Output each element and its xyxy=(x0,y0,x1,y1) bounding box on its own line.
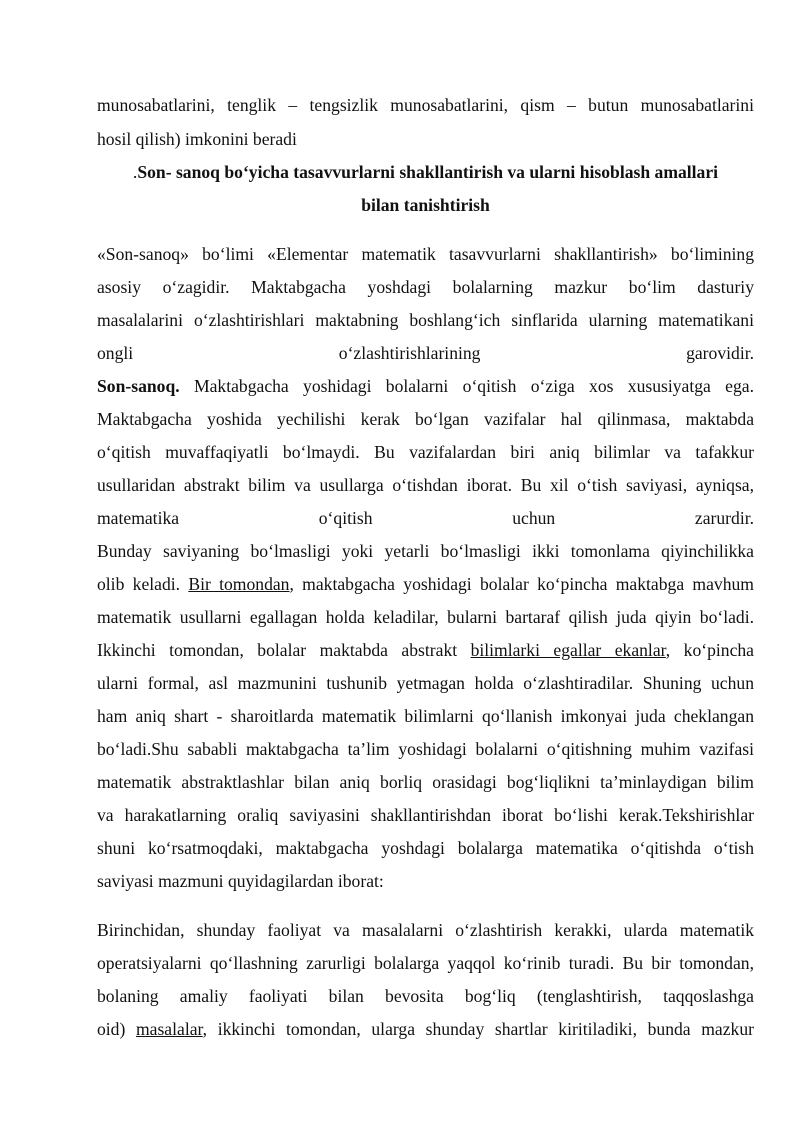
text-run: Maktabgacha yoshidagi bolalarni o‘qitish o‘ziga xos xususiyatga ega. xyxy=(179,376,754,396)
text-run: oid) xyxy=(97,1019,136,1039)
text-line xyxy=(97,131,754,149)
text-run: , ikkinchi tomondan, ularga shunday shartlar kiritiladiki, bunda mazkur xyxy=(202,1019,754,1039)
text-run: hosil qilish) imkonini beradi xyxy=(97,129,297,149)
text-run: matematika o‘qitish uchun zarurdir. xyxy=(97,508,754,528)
text-line xyxy=(97,477,754,495)
text-line xyxy=(97,510,754,528)
section-heading-line xyxy=(97,197,754,215)
text-line xyxy=(97,576,754,594)
text-run: shuni ko‘rsatmoqdaki, maktabgacha yoshdagi bolalarga matematika o‘qitishda o‘tish xyxy=(97,838,754,858)
text-line xyxy=(97,708,754,726)
underlined-run: masalalar xyxy=(135,1019,203,1039)
text-line xyxy=(97,411,754,429)
text-run: o‘qitish muvaffaqiyatli bo‘lmaydi. Bu vazifalardan biri aniq bilimlar va tafakkur xyxy=(97,442,754,462)
text-line xyxy=(97,988,754,1006)
text-line xyxy=(97,840,754,858)
text-line xyxy=(97,642,754,660)
text-line xyxy=(97,378,754,396)
text-line xyxy=(97,955,754,973)
text-run: munosabatlarini, tenglik – tengsizlik munosabatlarini, qism – butun munosabatlarini xyxy=(97,95,754,115)
heading-dot: . xyxy=(132,162,138,182)
text-run: olib keladi. xyxy=(97,574,189,594)
text-line xyxy=(97,609,754,627)
text-run: bo‘ladi.Shu sababli maktabgacha ta’lim yoshidagi bolalarni o‘qitishning muhim vazifasi xyxy=(97,739,754,759)
text-line xyxy=(97,543,754,561)
text-line xyxy=(97,345,754,363)
text-line xyxy=(97,741,754,759)
text-line xyxy=(97,675,754,693)
text-run: Maktabgacha yoshida yechilishi kerak bo‘lgan vazifalar hal qilinmasa, maktabda xyxy=(97,409,754,429)
text-run: ham aniq shart - sharoitlarda matematik bilimlarni qo‘llanish imkonyai juda cheklangan xyxy=(97,706,754,726)
section-heading-text: Son- sanoq bo‘yicha tasavvurlarni shakllantirish va ularni hisoblash amallari xyxy=(137,162,719,182)
text-run: saviyasi mazmuni quyidagilardan iborat: xyxy=(97,871,384,891)
underlined-run: Bir tomondan xyxy=(188,574,290,594)
text-run: Birinchidan, shunday faoliyat va masalalarni o‘zlashtirish kerakki, ularda matematik xyxy=(97,920,754,940)
text-run: , maktabgacha yoshidagi bolalar ko‘pincha maktabga mavhum xyxy=(289,574,754,594)
text-line xyxy=(97,774,754,792)
section-heading-text: bilan tanishtirish xyxy=(361,195,490,215)
text-line xyxy=(97,1021,754,1039)
text-run: masalalarini o‘zlashtirishlari maktabning boshlang‘ich sinflarida ularning matematikani xyxy=(97,310,754,330)
text-run: ularni formal, asl mazmunini tushunib yetmagan holda o‘zlashtiradilar. Shuning uchun xyxy=(97,673,754,693)
text-run: usullaridan abstrakt bilim va usullarga o‘tishdan iborat. Bu xil o‘tish saviyasi, ayniqsa, xyxy=(97,475,754,495)
text-run: «Son-sanoq» bo‘limi «Elementar matematik tasavvurlarni shakllantirish» bo‘limining xyxy=(97,244,754,264)
bold-run-son-sanoq: Son-sanoq. xyxy=(97,376,180,396)
text-line xyxy=(97,444,754,462)
text-line xyxy=(97,97,754,115)
text-line xyxy=(97,807,754,825)
text-line xyxy=(97,922,754,940)
text-run: matematik abstraktlashlar bilan aniq borliq orasidagi bog‘liqlikni ta’minlaydigan bilim xyxy=(97,772,754,792)
text-run: operatsiyalarni qo‘llashning zarurligi bolalarga yaqqol ko‘rinib turadi. Bu bir tomondan, xyxy=(97,953,754,973)
text-line xyxy=(97,312,754,330)
underlined-run: bilimlarki egallar ekanlar xyxy=(470,640,666,660)
text-run: asosiy o‘zagidir. Maktabgacha yoshdagi bolalarning mazkur bo‘lim dasturiy xyxy=(97,277,754,297)
text-run: Bunday saviyaning bo‘lmasligi yoki yetarli bo‘lmasligi ikki tomonlama qiyinchilikka xyxy=(97,541,754,561)
text-run: Ikkinchi tomondan, bolalar maktabda abstrakt xyxy=(97,640,471,660)
text-run: matematik usullarni egallagan holda keladilar, bularni bartaraf qilish juda qiyin bo‘ladi. xyxy=(97,607,754,627)
text-line xyxy=(97,279,754,297)
text-run: ongli o‘zlashtirishlarining garovidir. xyxy=(97,343,754,363)
text-line xyxy=(97,873,754,891)
text-run: bolaning amaliy faoliyati bilan bevosita bog‘liq (tenglashtirish, taqqoslashga xyxy=(97,986,754,1006)
text-line xyxy=(97,246,754,264)
text-run: va harakatlarning oraliq saviyasini shakllantirishdan iborat bo‘lishi kerak.Tekshirishlar xyxy=(97,805,754,825)
text-run: , ko‘pincha xyxy=(665,640,754,660)
section-heading-line xyxy=(97,164,754,182)
